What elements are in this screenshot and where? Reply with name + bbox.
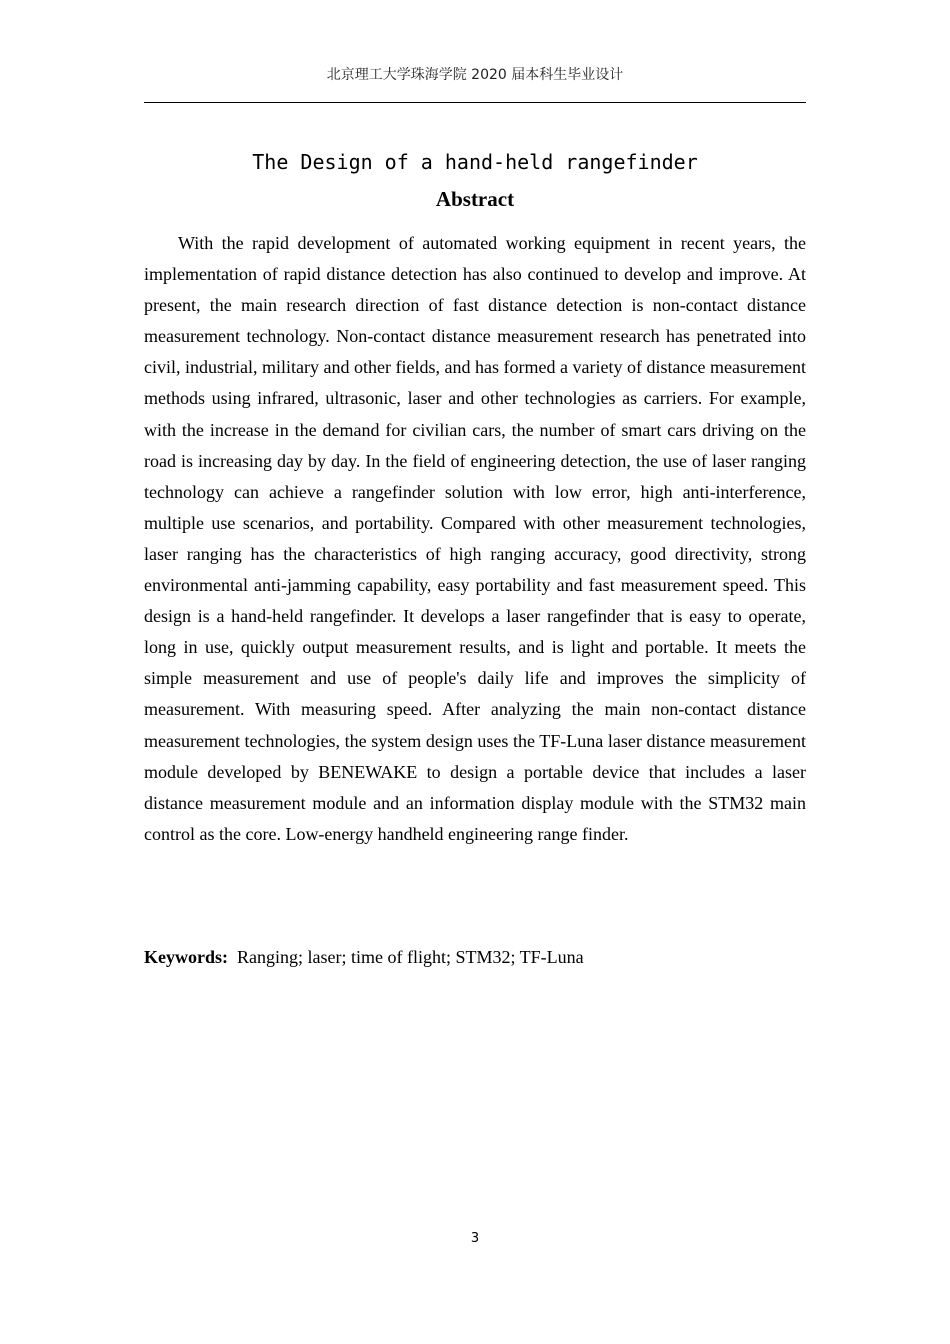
page-header: 北京理工大学珠海学院 2020 届本科生毕业设计: [326, 67, 624, 83]
keywords-text: Ranging; laser; time of flight; STM32; TF-Luna: [237, 947, 584, 967]
document-title: The Design of a hand-held rangefinder: [252, 150, 698, 174]
abstract-heading: Abstract: [435, 187, 515, 211]
keywords-line: [144, 942, 806, 973]
header-rule: [144, 102, 806, 103]
keywords-label: Keywords:: [144, 947, 228, 967]
page-number: 3: [470, 1231, 480, 1246]
abstract-body: With the rapid development of automated working equipment in recent years, the implementation of rapid distance detection has also continued to develop and improve. At present, the main research direction of fast distance detection is non-contact distance measurement technology. Non-contact distance measurement research has penetrated into civil, industrial, military and other fields, and has formed a variety of distance measurement methods using infrared, ultrasonic, laser and other technologies as carriers. For example, with the increase in the demand for civilian cars, the number of smart cars driving on the road is increasing day by day. In the field of engineering detection, the use of laser ranging technology can achieve a rangefinder solution with low error, high anti-interference, multiple use scenarios, and portability. Compared with other measurement technologies, laser ranging has the characteristics of high ranging accuracy, good directivity, strong environmental anti-jamming capability, easy portability and fast measurement speed. This design is a hand-held rangefinder. It develops a laser rangefinder that is easy to operate, long in use, quickly output measurement results, and is light and portable. It meets the simple measurement and use of people's daily life and improves the simplicity of measurement. With measuring speed. After analyzing the main non-contact distance measurement technologies, the system design uses the TF-Luna laser distance measurement module developed by BENEWAKE to design a portable device that includes a laser distance measurement module and an information display module with the STM32 main control as the core. Low-energy handheld engineering range finder.: [144, 233, 806, 844]
